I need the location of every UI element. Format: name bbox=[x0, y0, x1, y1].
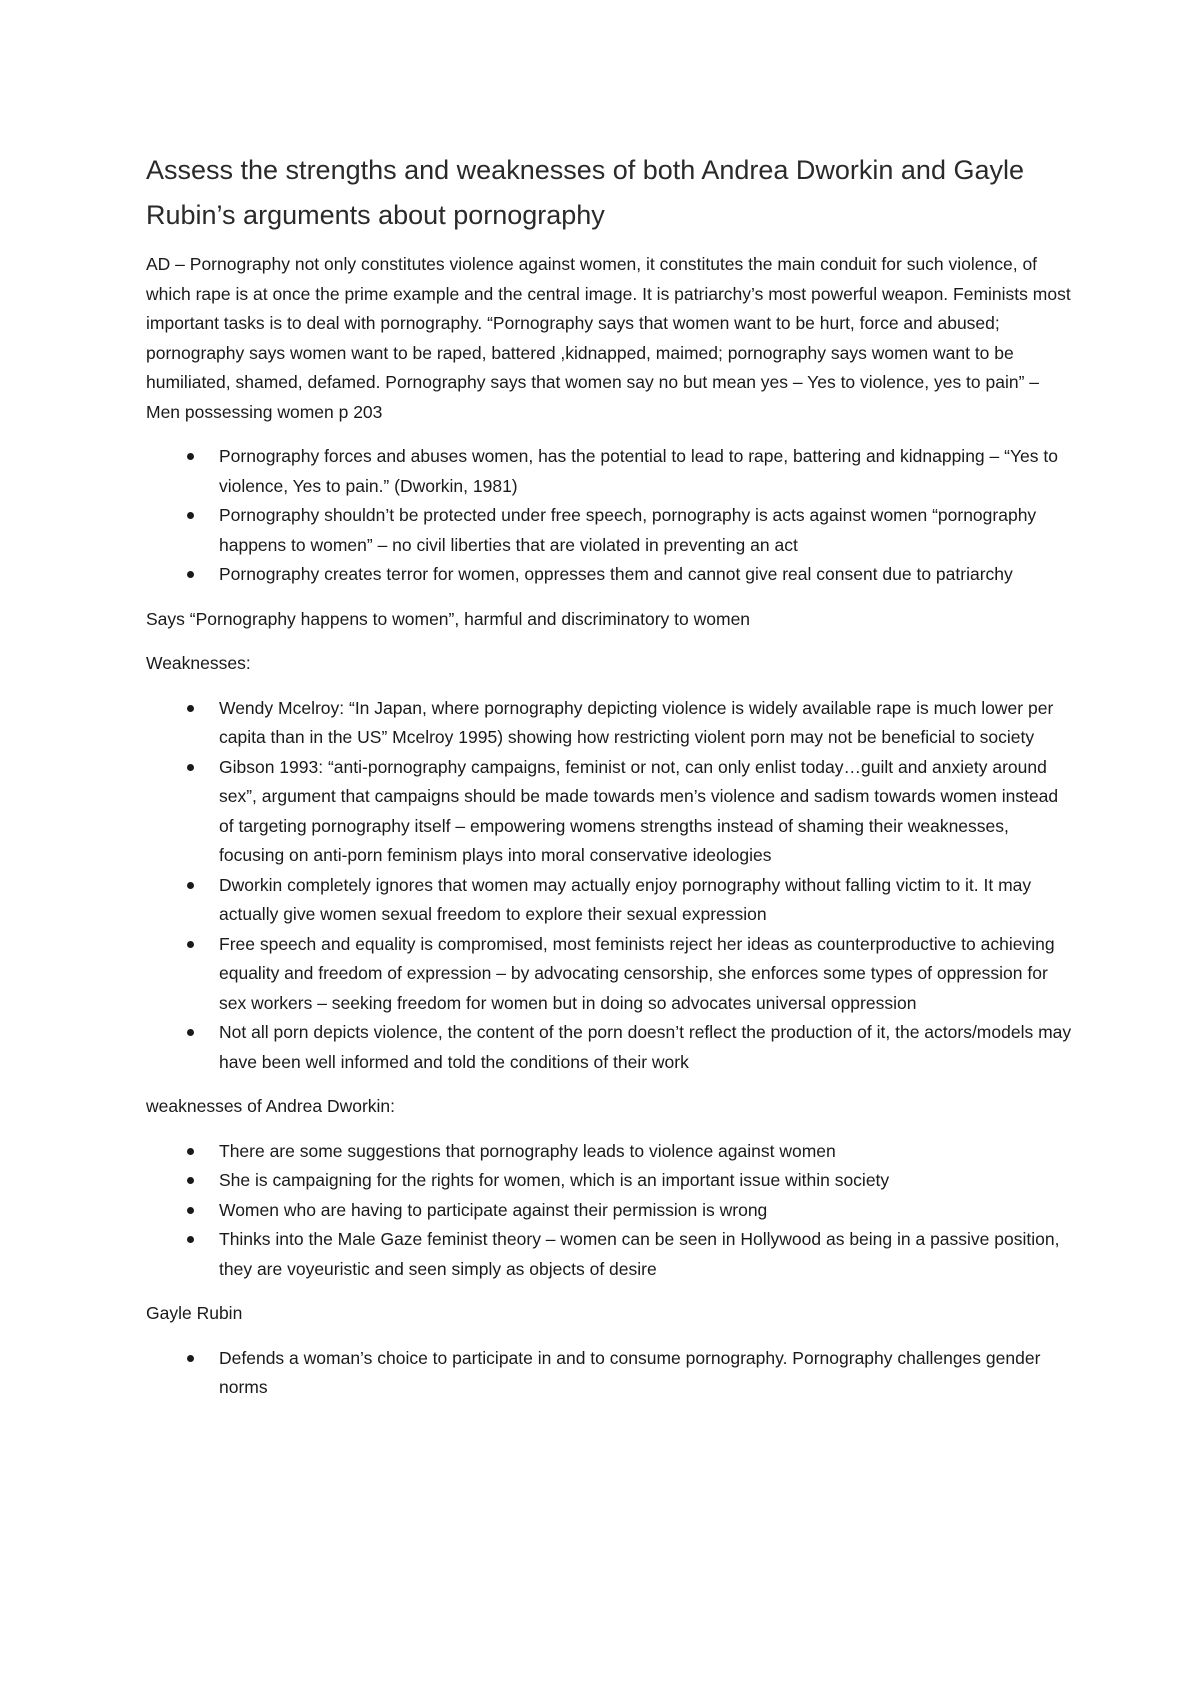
bullet-icon bbox=[187, 1236, 194, 1243]
list-item bbox=[146, 1166, 1076, 1196]
document-page bbox=[146, 148, 1076, 1418]
list-item bbox=[146, 753, 1076, 871]
bullet-icon bbox=[187, 764, 194, 771]
rubin-heading: Gayle Rubin bbox=[146, 1303, 243, 1323]
list-item-text: Not all porn depicts violence, the content of the porn doesn’t reflect the production of it, the actors/models may have been well informed and told the conditions of their work bbox=[219, 1022, 1072, 1072]
list-item bbox=[146, 1196, 1076, 1226]
list-item-text: Pornography creates terror for women, oppresses them and cannot give real consent due to patriarchy bbox=[219, 564, 1013, 584]
bullet-icon bbox=[187, 705, 194, 712]
bullet-icon bbox=[187, 453, 194, 460]
list-item-text: Free speech and equality is compromised, most feminists reject her ideas as counterproductive to achieving equality and freedom of expression – by advocating censorship, she enforces some types of oppression for sex workers – seeking freedom for women but in doing so advocates universal oppression bbox=[219, 933, 1055, 1013]
list-item-text: There are some suggestions that pornography leads to violence against women bbox=[219, 1140, 836, 1161]
list-item-text: Dworkin completely ignores that women may actually enjoy pornography without falling victim to it. It may actually give women sexual freedom to explore their sexual expression bbox=[219, 874, 1032, 924]
list-item bbox=[146, 442, 1076, 501]
list-item bbox=[146, 871, 1076, 930]
list-item-text: Pornography forces and abuses women, has the potential to lead to rape, battering and kidnapping – “Yes to violence, Yes to pain.” (Dworkin, 1981) bbox=[219, 446, 1058, 496]
list-item bbox=[146, 1344, 1076, 1403]
list-item bbox=[146, 501, 1076, 560]
list-item bbox=[146, 1018, 1076, 1077]
rubin-points-list bbox=[146, 1344, 1076, 1403]
bullet-icon bbox=[187, 1029, 194, 1036]
list-item bbox=[146, 694, 1076, 753]
weaknesses-ad-heading: weaknesses of Andrea Dworkin: bbox=[146, 1096, 396, 1116]
bullet-icon bbox=[187, 882, 194, 889]
bullet-icon bbox=[187, 1177, 194, 1184]
list-item bbox=[146, 930, 1076, 1019]
bullet-icon bbox=[187, 571, 194, 578]
bullet-icon bbox=[187, 1148, 194, 1155]
list-item-text: Pornography shouldn’t be protected under free speech, pornography is acts against women “pornography happens to women” – no civil liberties that are violated in preventing an act bbox=[219, 505, 1037, 555]
bullet-icon bbox=[187, 941, 194, 948]
bullet-icon bbox=[187, 1355, 194, 1362]
list-item-text: Defends a woman’s choice to participate in and to consume pornography. Pornography challenges gender norms bbox=[219, 1347, 1041, 1397]
list-item-text: Wendy Mcelroy: “In Japan, where pornography depicting violence is widely available rape is much lower per capita than in the US” Mcelroy 1995) showing how restricting violent porn may not be beneficial to society bbox=[219, 697, 1054, 747]
weaknesses-ad-list bbox=[146, 1137, 1076, 1285]
list-item bbox=[146, 1137, 1076, 1167]
list-item bbox=[146, 560, 1076, 590]
weaknesses-heading: Weaknesses: bbox=[146, 653, 251, 673]
list-item-text: She is campaigning for the rights for women, which is an important issue within society bbox=[219, 1170, 890, 1190]
intro-paragraph: AD – Pornography not only constitutes violence against women, it constitutes the main conduit for such violence, of which rape is at once the prime example and the central image. It is patriarchy’s most powerful weapon. Feminists most important tasks is to deal with pornography. “Pornography says that women want to be hurt, force and abused; pornography says women want to be raped, battered ,kidnapped, maimed; pornography says women want to be humiliated, shamed, defamed. Pornography says that women say no but mean yes – Yes to violence, yes to pain” – Men possessing women p 203 bbox=[146, 254, 1071, 422]
says-paragraph: Says “Pornography happens to women”, harmful and discriminatory to women bbox=[146, 608, 751, 629]
list-item-text: Women who are having to participate against their permission is wrong bbox=[219, 1199, 768, 1220]
list-item-text: Gibson 1993: “anti-pornography campaigns, feminist or not, can only enlist today…guilt and anxiety around sex”, argument that campaigns should be made towards men’s violence and sadism towards women instead of targeting pornography itself – empowering womens strengths instead of shaming their weaknesses, focusing on anti-porn feminism plays into moral conservative ideologies bbox=[219, 756, 1059, 865]
list-item bbox=[146, 1225, 1076, 1284]
bullet-icon bbox=[187, 512, 194, 519]
ad-points-list bbox=[146, 442, 1076, 590]
bullet-icon bbox=[187, 1207, 194, 1214]
weaknesses-list bbox=[146, 694, 1076, 1078]
list-item-text: Thinks into the Male Gaze feminist theory – women can be seen in Hollywood as being in a passive position, they are voyeuristic and seen simply as objects of desire bbox=[219, 1229, 1060, 1279]
document-title: Assess the strengths and weaknesses of both Andrea Dworkin and Gayle Rubin’s arguments about pornography bbox=[146, 155, 1025, 230]
